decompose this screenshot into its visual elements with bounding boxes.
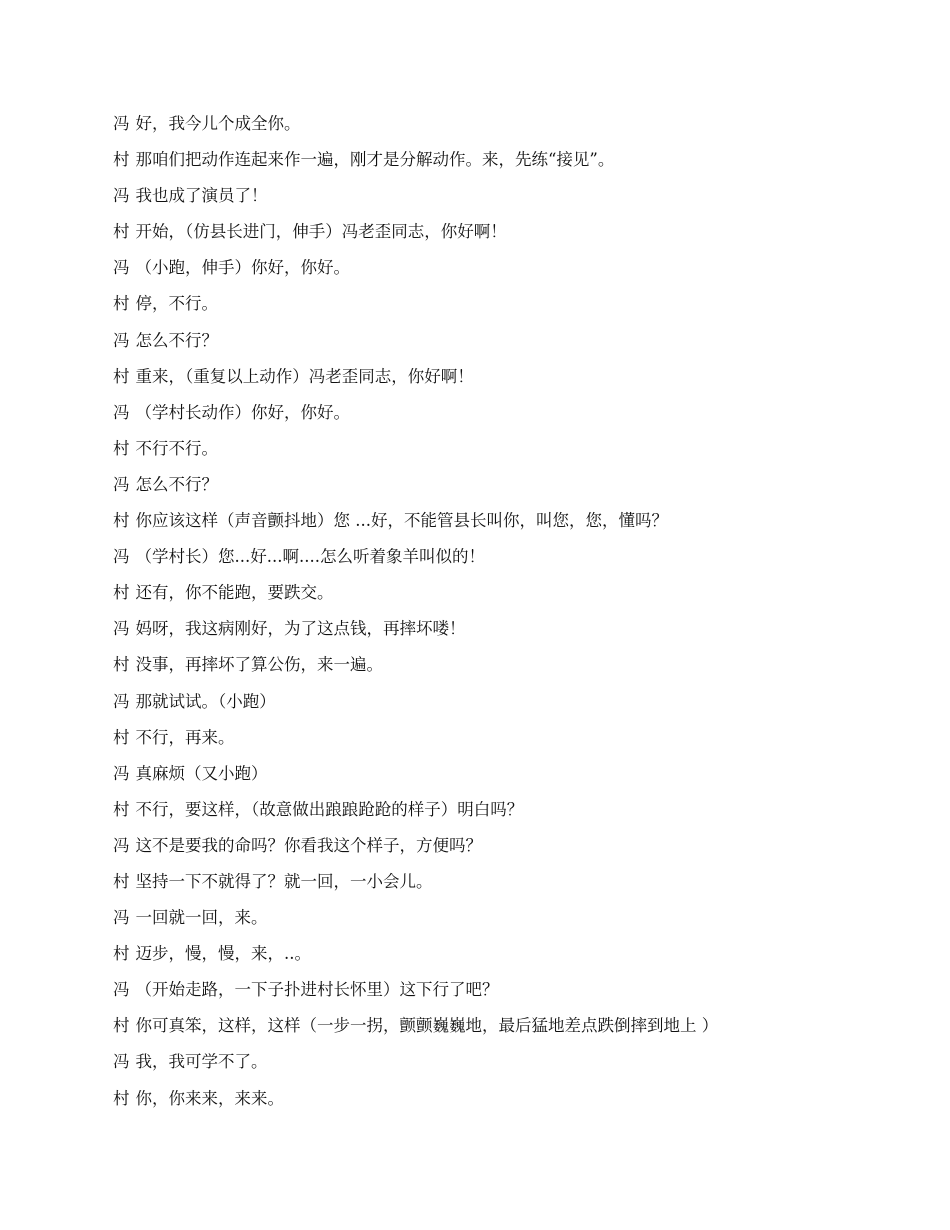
line-text: 坚持一下不就得了？就一回，一小会儿。: [135, 871, 433, 891]
line-text: （学村长）您...好...啊....怎么听着象羊叫似的！: [135, 547, 485, 567]
dialogue-line: [113, 542, 913, 578]
line-text: 这不是要我的命吗？你看我这个样子，方便吗？: [135, 835, 482, 855]
dialogue-line: [113, 1011, 913, 1047]
dialogue-line: [113, 903, 913, 939]
line-text: 不行，再来。: [135, 727, 235, 747]
speaker-name: 村: [113, 583, 130, 603]
dialogue-line: [113, 650, 913, 686]
dialogue-line: [113, 614, 913, 650]
dialogue-line: [113, 975, 913, 1011]
speaker-name: 冯: [113, 114, 130, 133]
dialogue-line: [113, 831, 913, 867]
speaker-name: 村: [113, 1088, 130, 1108]
dialogue-line: [113, 1047, 913, 1083]
speaker-name: 冯: [113, 763, 130, 783]
dialogue-line: [113, 506, 913, 542]
speaker-name: 冯: [113, 619, 130, 639]
speaker-name: 村: [113, 438, 130, 458]
line-text: 停，不行。: [135, 294, 218, 314]
speaker-name: 冯: [113, 547, 130, 567]
line-text: 好，我今儿个成全你。: [135, 114, 301, 133]
speaker-name: 冯: [113, 1052, 130, 1072]
dialogue-line: [113, 217, 913, 253]
speaker-name: 冯: [113, 835, 130, 855]
dialogue-line: [113, 289, 913, 325]
line-text: 你可真笨，这样，这样（一步一拐，颤颤巍巍地，最后猛地差点跌倒摔到地上 ）: [135, 1016, 719, 1036]
dialogue-line: [113, 759, 913, 795]
dialogue-line: [113, 723, 913, 759]
speaker-name: 冯: [113, 186, 130, 206]
speaker-name: 村: [113, 799, 130, 819]
dialogue-line: [113, 253, 913, 289]
speaker-name: 村: [113, 511, 130, 531]
line-text: 还有，你不能跑，要跌交。: [135, 583, 334, 603]
dialogue-line: [113, 687, 913, 723]
line-text: 真麻烦（又小跑）: [135, 763, 268, 783]
dialogue-line: [113, 109, 913, 145]
dialogue-line: [113, 578, 913, 614]
line-text: 迈步，慢，慢，来，..。: [135, 944, 311, 964]
dialogue-line: [113, 326, 913, 362]
speaker-name: 村: [113, 727, 130, 747]
line-text: 我也成了演员了！: [135, 186, 268, 206]
dialogue-line: [113, 867, 913, 903]
speaker-name: 村: [113, 294, 130, 314]
dialogue-line: [113, 434, 913, 470]
line-text: 一回就一回，来。: [135, 908, 268, 928]
line-text: 你应该这样（声音颤抖地）您 ...好，不能管县长叫你，叫您，您，懂吗？: [135, 511, 668, 531]
speaker-name: 村: [113, 222, 130, 242]
speaker-name: 冯: [113, 691, 130, 711]
speaker-name: 冯: [113, 908, 130, 928]
speaker-name: 村: [113, 944, 130, 964]
speaker-name: 冯: [113, 402, 130, 422]
dialogue-line: [113, 1084, 913, 1120]
speaker-name: 冯: [113, 258, 130, 278]
line-text: （小跑，伸手）你好，你好。: [135, 258, 350, 278]
line-text: 不行不行。: [135, 438, 218, 458]
dialogue-line: [113, 181, 913, 217]
line-text: 那就试试。（小跑）: [135, 691, 276, 711]
dialogue-line: [113, 470, 913, 506]
speaker-name: 冯: [113, 474, 130, 494]
line-text: 怎么不行？: [135, 474, 218, 494]
speaker-name: 村: [113, 655, 130, 675]
line-text: 重来，（重复以上动作）冯老歪同志，你好啊！: [135, 366, 474, 386]
dialogue-line: [113, 398, 913, 434]
line-text: 你，你来来，来来。: [135, 1088, 284, 1108]
line-text: （学村长动作）你好，你好。: [135, 402, 350, 422]
speaker-name: 村: [113, 366, 130, 386]
dialogue-line: [113, 145, 913, 181]
speaker-name: 冯: [113, 980, 130, 1000]
speaker-name: 村: [113, 871, 130, 891]
dialogue-line: [113, 939, 913, 975]
line-text: （开始走路，一下子扑进村长怀里）这下行了吧？: [135, 980, 499, 1000]
line-text: 那咱们把动作连起来作一遍，刚才是分解动作。来，先练“接见”。: [135, 150, 615, 170]
speaker-name: 村: [113, 150, 130, 170]
line-text: 妈呀，我这病刚好，为了这点钱，再摔坏喽！: [135, 619, 466, 639]
line-text: 怎么不行？: [135, 330, 218, 350]
line-text: 开始，（仿县长进门，伸手）冯老歪同志，你好啊！: [135, 222, 507, 242]
dialogue-line: [113, 362, 913, 398]
speaker-name: 村: [113, 1016, 130, 1036]
line-text: 不行，要这样，（故意做出踉踉跄跄的样子）明白吗？: [135, 799, 524, 819]
line-text: 没事，再摔坏了算公伤，来一遍。: [135, 655, 383, 675]
speaker-name: 冯: [113, 330, 130, 350]
line-text: 我，我可学不了。: [135, 1052, 268, 1072]
dialogue-text: [113, 109, 913, 1120]
dialogue-line: [113, 795, 913, 831]
